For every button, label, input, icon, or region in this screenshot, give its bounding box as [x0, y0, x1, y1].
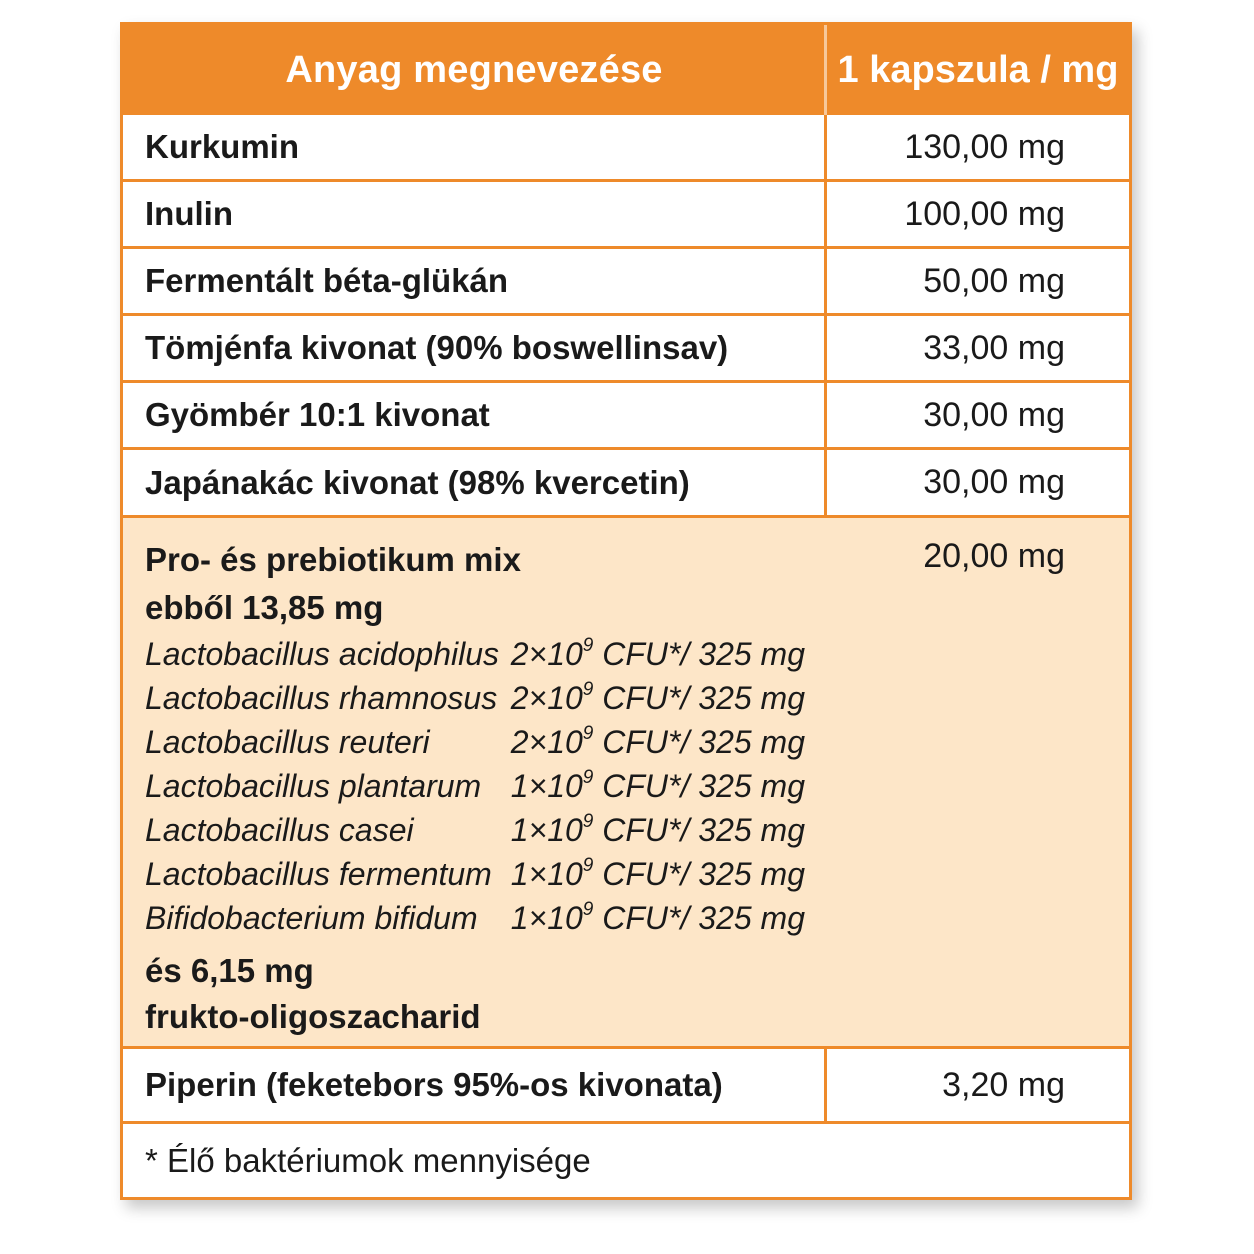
table-row [123, 450, 1129, 518]
ingredient-amount: 30,00 mg [923, 463, 1065, 501]
ingredient-amount: 3,20 mg [942, 1065, 1065, 1104]
strain-name: Lactobacillus plantarum [145, 768, 482, 804]
strain-name: Lactobacillus rhamnosus [145, 680, 498, 716]
header-divider [824, 25, 827, 115]
header-ingredient-name: Anyag megnevezése [285, 48, 663, 91]
strain-dose: $1\times 10^9$ CFU*/ 325 mg [510, 767, 805, 804]
strain-name: Lactobacillus casei [145, 812, 414, 848]
ingredients-table [120, 22, 1132, 1200]
mix-title-line1: Pro- és prebiotikum mix [145, 541, 521, 578]
strain-item [145, 632, 825, 676]
table-row [123, 383, 1129, 450]
table-row [123, 182, 1129, 249]
ingredient-name: Gyömbér 10:1 kivonat [145, 396, 490, 433]
strain-item [145, 676, 825, 720]
ingredient-amount: 130,00 mg [904, 127, 1065, 166]
strain-dose: $2\times 10^9$ CFU*/ 325 mg [510, 723, 805, 760]
strain-dose: $1\times 10^9$ CFU*/ 325 mg [510, 811, 805, 848]
strain-dose: $2\times 10^9$ CFU*/ 325 mg [510, 679, 805, 716]
header-amount-per-capsule: 1 kapszula / mg [837, 48, 1119, 91]
ingredient-name: Kurkumin [145, 128, 300, 165]
ingredient-name: Japánakác kivonat (98% kvercetin) [145, 463, 690, 501]
ingredient-name: Tömjénfa kivonat (90% boswellinsav) [145, 329, 729, 366]
strain-name: Lactobacillus acidophilus [145, 636, 499, 672]
strain-name: Bifidobacterium bifidum [145, 900, 478, 936]
ingredient-name: Piperin (feketebors 95%-os kivonata) [145, 1066, 723, 1103]
strain-item [145, 764, 825, 808]
ingredient-name: Fermentált béta-glükán [145, 262, 509, 299]
mix-title [145, 536, 521, 632]
ingredient-amount: 33,00 mg [923, 328, 1065, 367]
strain-name: Lactobacillus reuteri [145, 724, 430, 760]
strain-name: Lactobacillus fermentum [145, 856, 492, 892]
ingredient-name: Inulin [145, 195, 233, 232]
strain-dose: $1\times 10^9$ CFU*/ 325 mg [510, 899, 805, 936]
mix-amount: 20,00 mg [923, 537, 1065, 575]
table-row [123, 1049, 1129, 1124]
strain-dose: $2\times 10^9$ CFU*/ 325 mg [510, 635, 805, 672]
strain-dose: $1\times 10^9$ CFU*/ 325 mg [510, 855, 805, 892]
table-row [123, 249, 1129, 316]
table-row [123, 115, 1129, 182]
ingredient-amount: 100,00 mg [904, 194, 1065, 233]
footnote: * Élő baktériumok mennyisége [145, 1141, 591, 1179]
strain-item [145, 896, 825, 940]
table-row [123, 316, 1129, 383]
mix-title-line2: ebből 13,85 mg [145, 589, 384, 626]
strain-item [145, 720, 825, 764]
mix-tail [145, 948, 481, 1040]
mix-tail-line2: frukto-oligoszacharid [145, 998, 481, 1035]
strain-item [145, 808, 825, 852]
strain-item [145, 852, 825, 896]
mix-tail-line1: és 6,15 mg [145, 952, 314, 989]
ingredient-amount: 30,00 mg [923, 395, 1065, 434]
probiotic-mix-row [123, 518, 1129, 1049]
table-header [123, 25, 1129, 115]
ingredient-amount: 50,00 mg [923, 261, 1065, 300]
